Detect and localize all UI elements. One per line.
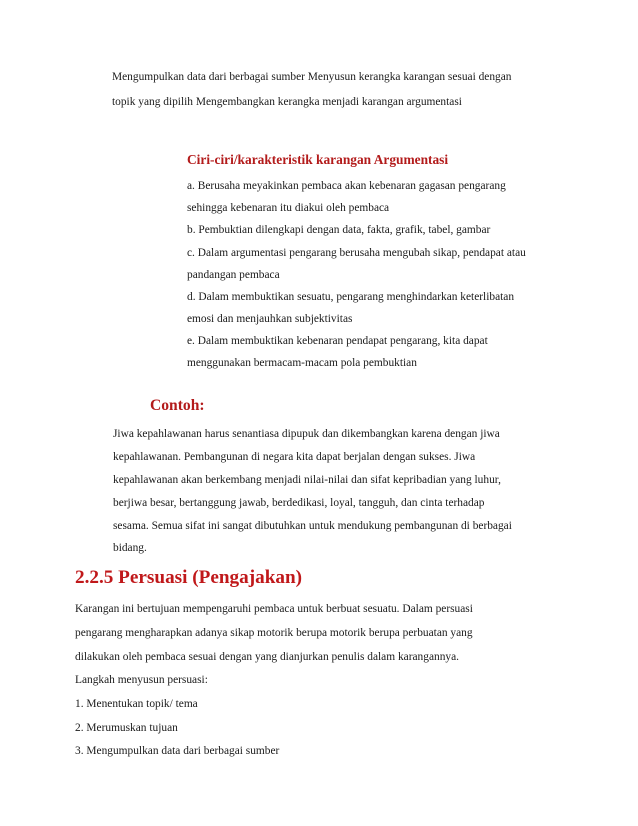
list-item: 3. Mengumpulkan data dari berbagai sumber	[75, 745, 280, 757]
section-line: Karangan ini bertujuan mempengaruhi pembaca untuk berbuat sesuatu. Dalam persuasi	[75, 603, 473, 615]
characteristics-line: a. Berusaha meyakinkan pembaca akan kebenaran gagasan pengarang	[187, 180, 506, 192]
characteristics-line: sehingga kebenaran itu diakui oleh pembaca	[187, 202, 390, 214]
section-line: pengarang mengharapkan adanya sikap motorik berupa motorik berupa perbuatan yang	[75, 627, 473, 639]
characteristics-line: b. Pembuktian dilengkapi dengan data, fakta, grafik, tabel, gambar	[187, 224, 491, 236]
intro-line-1: Mengumpulkan data dari berbagai sumber Menyusun kerangka karangan sesuai dengan	[112, 71, 512, 83]
section-line: Langkah menyusun persuasi:	[75, 674, 208, 686]
list-item: 1. Menentukan topik/ tema	[75, 698, 198, 710]
example-heading: Contoh:	[150, 397, 205, 414]
characteristics-line: e. Dalam membuktikan kebenaran pendapat pengarang, kita dapat	[187, 335, 488, 347]
characteristics-line: pandangan pembaca	[187, 269, 280, 281]
list-item: 2. Merumuskan tujuan	[75, 722, 178, 734]
example-line: bidang.	[113, 542, 147, 554]
characteristics-line: menggunakan bermacam-macam pola pembuktian	[187, 357, 417, 369]
characteristics-heading: Ciri-ciri/karakteristik karangan Argumentasi	[187, 152, 449, 167]
intro-line-2: topik yang dipilih Mengembangkan kerangka menjadi karangan argumentasi	[112, 96, 462, 108]
characteristics-line: c. Dalam argumentasi pengarang berusaha mengubah sikap, pendapat atau	[187, 247, 526, 259]
example-line: kepahlawanan akan berkembang menjadi nilai-nilai dan sifat kepribadian yang luhur,	[113, 474, 501, 486]
example-line: berjiwa besar, bertanggung jawab, berdedikasi, loyal, tangguh, dan cinta terhadap	[113, 497, 485, 509]
section-line: dilakukan oleh pembaca sesuai dengan yang dianjurkan penulis dalam karangannya.	[75, 651, 459, 663]
characteristics-line: d. Dalam membuktikan sesuatu, pengarang menghindarkan keterlibatan	[187, 291, 515, 303]
section-heading: 2.2.5 Persuasi (Pengajakan)	[75, 567, 303, 588]
example-line: kepahlawanan. Pembangunan di negara kita dapat berjalan dengan sukses. Jiwa	[113, 451, 476, 463]
characteristics-line: emosi dan menjauhkan subjektivitas	[187, 313, 353, 325]
example-line: sesama. Semua sifat ini sangat dibutuhkan untuk mendukung pembangunan di berbagai	[113, 520, 512, 532]
example-line: Jiwa kepahlawanan harus senantiasa dipupuk dan dikembangkan karena dengan jiwa	[113, 428, 500, 440]
